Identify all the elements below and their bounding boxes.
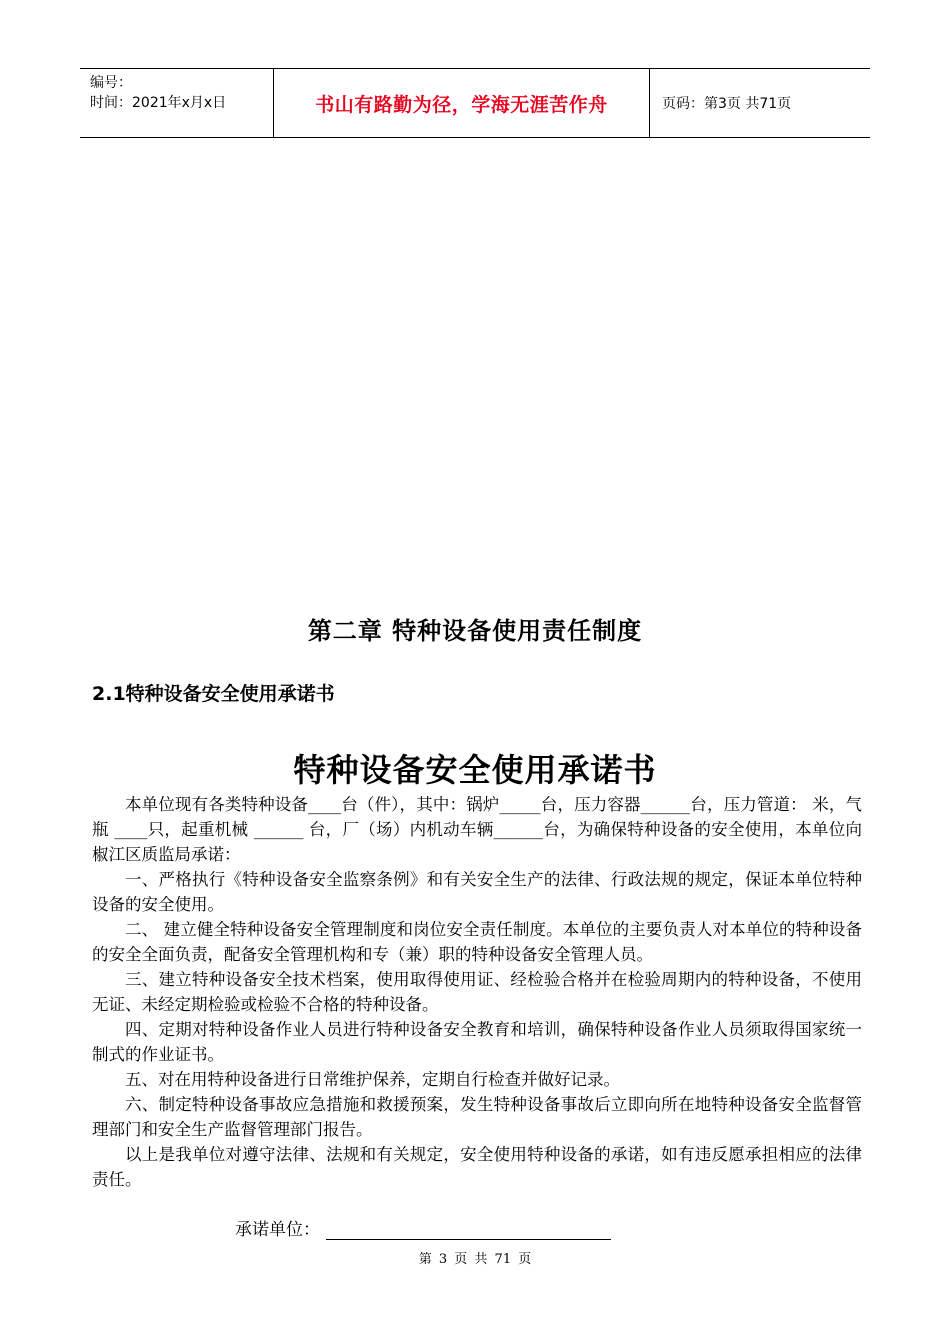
document-body xyxy=(92,792,862,1192)
paragraph-item-1: 一、严格执行《特种设备安全监察条例》和有关安全生产的法律、行政法规的规定，保证本单位特种设备的安全使用。 xyxy=(92,870,862,914)
paragraph-item-3: 三、建立特种设备安全技术档案，使用取得使用证、经检验合格并在检验周期内的特种设备，不使用无证、未经定期检验或检验不合格的特种设备。 xyxy=(92,970,862,1014)
header-motto: 书山有路勤为径，学海无涯苦作舟 xyxy=(274,69,650,137)
time-label: 时间：2021年x月x日 xyxy=(90,95,227,111)
paragraph-item-5: 五、对在用特种设备进行日常维护保养，定期自行检查并做好记录。 xyxy=(125,1070,620,1089)
page-header xyxy=(80,68,870,138)
signature-label: 承诺单位： xyxy=(235,1220,320,1240)
paragraph-item-6: 六、制定特种设备事故应急措施和救援预案，发生特种设备事故后立即向所在地特种设备安全监督管理部门和安全生产监督管理部门报告。 xyxy=(92,1095,862,1139)
paragraph-intro: 本单位现有各类特种设备____台（件），其中：锅炉_____台，压力容器______台，压力管道： 米，气瓶 ____只，起重机械 ______ 台，厂（场）内机动车辆______台，为确保特种设备的安全使用，本单位向椒江区质监局承诺： xyxy=(92,795,862,864)
paragraph-closing: 以上是我单位对遵守法律、法规和有关规定，安全使用特种设备的承诺，如有违反愿承担相应的法律责任。 xyxy=(92,1145,862,1189)
signature-blank xyxy=(326,1219,611,1240)
header-page-label: 页码：第3页 共71页 xyxy=(662,96,792,112)
number-label: 编号： xyxy=(90,75,132,91)
paragraph-item-2: 二、 建立健全特种设备安全管理制度和岗位安全责任制度。本单位的主要负责人对本单位的特种设备的安全全面负责，配备安全管理机构和专（兼）职的特种设备安全管理人员。 xyxy=(92,920,862,964)
header-meta xyxy=(80,69,274,137)
section-title: 2.1特种设备安全使用承诺书 xyxy=(92,683,335,705)
paragraph-item-4: 四、定期对特种设备作业人员进行特种设备安全教育和培训，确保特种设备作业人员须取得国家统一制式的作业证书。 xyxy=(92,1020,862,1064)
chapter-title: 第二章 特种设备使用责任制度 xyxy=(307,617,643,645)
signature-line xyxy=(235,1215,611,1240)
document-title: 特种设备安全使用承诺书 xyxy=(293,751,657,789)
page-footer: 第 3 页 共 71 页 xyxy=(418,1252,532,1267)
